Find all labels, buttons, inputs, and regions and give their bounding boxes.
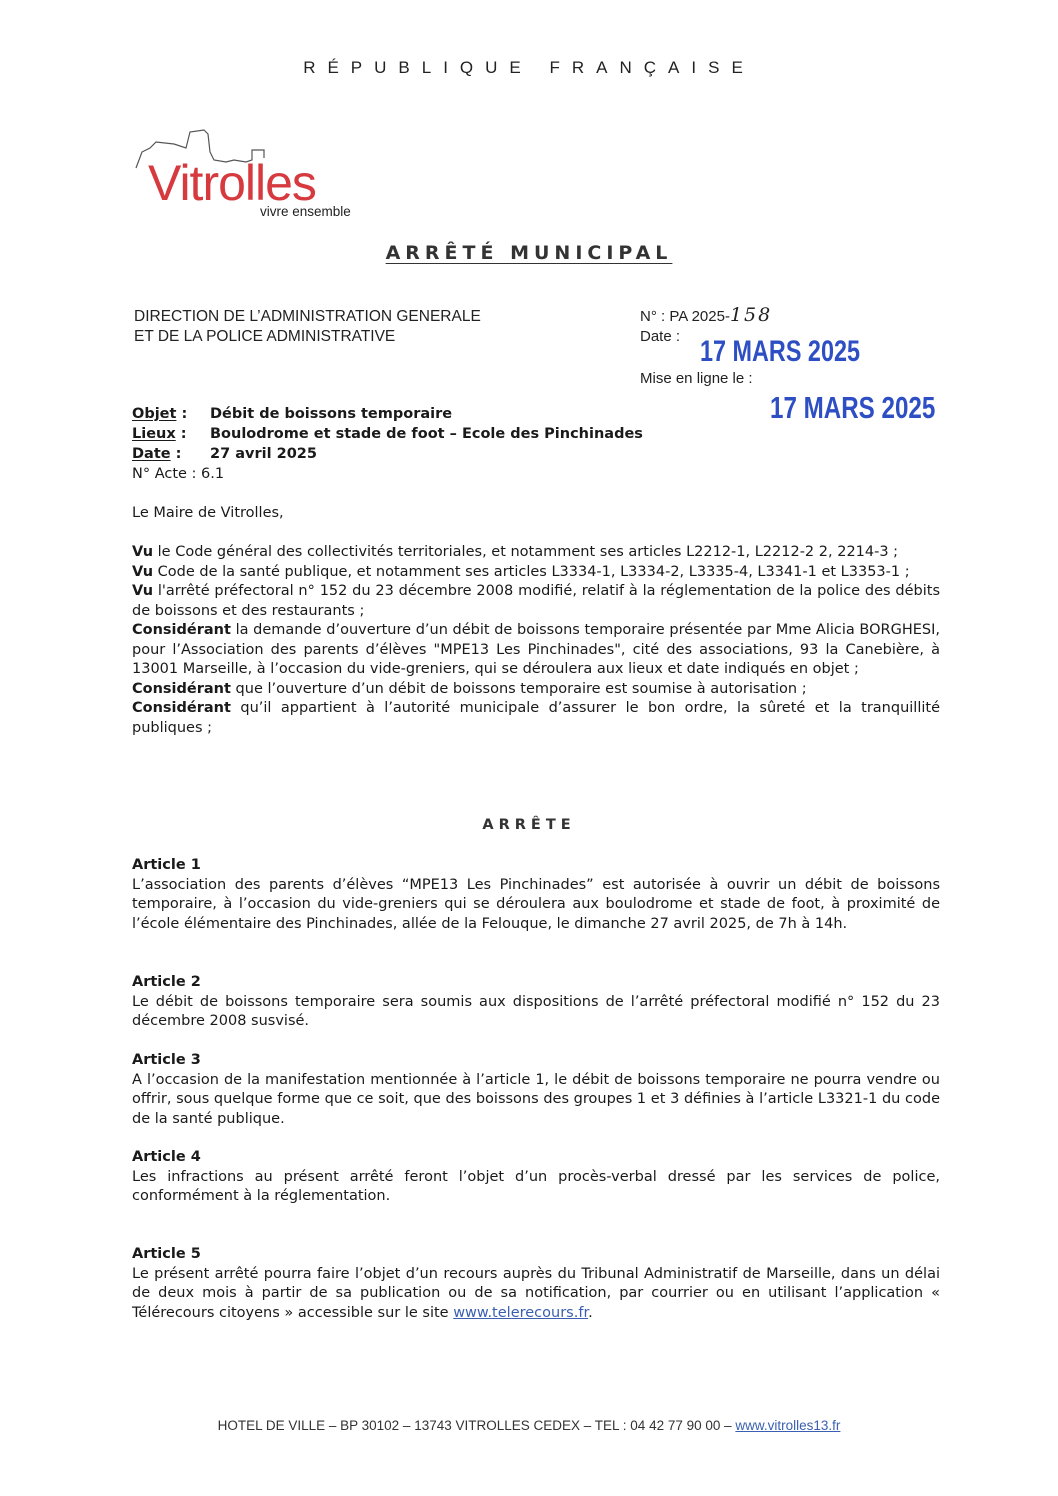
preamble-text: Code de la santé publique, et notamment ses articles L3334-1, L3334-2, L3335-4, L3341-1 et L3353-1 ; bbox=[153, 563, 910, 580]
logo-wordmark: Vitrolles bbox=[148, 155, 316, 211]
meta-block bbox=[132, 404, 643, 484]
lieux-label: Lieux bbox=[132, 426, 176, 442]
preamble-item bbox=[132, 621, 940, 680]
acte-number: N° Acte : 6.1 bbox=[132, 466, 225, 482]
article-text: Le présent arrêté pourra faire l’objet d’un recours auprès du Tribunal Administratif de Marseille, dans un délai de deux mois à partir de sa publication ou de sa notification, par courrier ou en utilisant l’application « Télérecours citoyens » accessible sur le site bbox=[132, 1265, 940, 1321]
objet-label: Objet bbox=[132, 406, 177, 422]
preamble-lead: Considérant bbox=[132, 680, 231, 697]
date-label: Date : bbox=[640, 328, 681, 345]
date-meta-label: Date bbox=[132, 446, 171, 462]
footer-address: HOTEL DE VILLE – BP 30102 – 13743 VITROLLES CEDEX – TEL : 04 42 77 90 00 – bbox=[217, 1418, 736, 1433]
article-text-end: . bbox=[588, 1304, 593, 1321]
logo-tagline: vivre ensemble bbox=[260, 204, 351, 219]
preamble-lead: Vu bbox=[132, 563, 154, 580]
article-3 bbox=[132, 1051, 940, 1129]
preamble-text: l'arrêté préfectoral n° 152 du 23 décembre 2008 modifié, relatif à la réglementation de la police des débits de boissons et des restaurants ; bbox=[132, 583, 940, 619]
preamble-list bbox=[132, 543, 940, 738]
meta-objet: Objet : Débit de boissons temporaire bbox=[132, 406, 453, 422]
article-2 bbox=[132, 973, 940, 1032]
preamble-lead: Considérant bbox=[132, 700, 231, 716]
preamble-text: que l’ouverture d’un débit de boissons temporaire est soumise à autorisation ; bbox=[230, 680, 807, 697]
date-stamp: 17 MARS 2025 bbox=[700, 335, 860, 368]
vitrolles-logo bbox=[134, 122, 394, 222]
republique-francaise-heading: RÉPUBLIQUE FRANÇAISE bbox=[303, 58, 755, 77]
online-date-stamp: 17 MARS 2025 bbox=[770, 390, 936, 425]
preamble-lead: Considérant bbox=[132, 622, 231, 638]
direction-block bbox=[134, 307, 481, 347]
article-4 bbox=[132, 1148, 940, 1207]
meta-date: Date : 27 avril 2025 bbox=[132, 446, 317, 462]
preamble-lead: Vu bbox=[132, 583, 154, 599]
article-title: Article 3 bbox=[132, 1052, 201, 1068]
telerecours-link[interactable]: www.telerecours.fr bbox=[453, 1304, 589, 1321]
objet-value: Débit de boissons temporaire bbox=[210, 406, 453, 422]
article-title: Article 4 bbox=[132, 1149, 201, 1165]
vitrolles-website-link[interactable]: www.vitrolles13.fr bbox=[735, 1418, 841, 1433]
meta-lieux: Lieux : Boulodrome et stade de foot – Ecole des Pinchinades bbox=[132, 426, 643, 442]
article-5 bbox=[132, 1245, 940, 1323]
online-date-label: Mise en ligne le : bbox=[640, 370, 753, 387]
article-1 bbox=[132, 856, 940, 934]
direction-line-1: DIRECTION DE L’ADMINISTRATION GENERALE bbox=[134, 308, 481, 325]
preamble-item bbox=[132, 563, 940, 583]
document-title bbox=[0, 242, 1058, 264]
document-title-text: ARRÊTÉ MUNICIPAL bbox=[385, 242, 673, 264]
article-text: A l’occasion de la manifestation mentionnée à l’article 1, le débit de boissons temporaire ne pourra vendre ou offrir, sous quelque forme que ce soit, que des boissons des groupes 1 et 3 définies à l’article L3321-1 du code de la santé publique. bbox=[132, 1071, 940, 1127]
preamble-lead: Vu bbox=[132, 544, 154, 560]
preamble-item bbox=[132, 582, 940, 621]
maire-opening: Le Maire de Vitrolles, bbox=[132, 505, 284, 521]
preamble-text: le Code général des collectivités territoriales, et notamment ses articles L2212-1, L2212-2 2, 2214-3 ; bbox=[153, 544, 899, 560]
article-title: Article 2 bbox=[132, 974, 201, 990]
preamble-text: qu’il appartient à l’autorité municipale d’assurer le bon ordre, la sûreté et la tranquillité publiques ; bbox=[132, 700, 940, 736]
preamble-item bbox=[132, 680, 940, 700]
article-title: Article 1 bbox=[132, 857, 201, 873]
reference-number bbox=[640, 305, 772, 327]
direction-line-2: ET DE LA POLICE ADMINISTRATIVE bbox=[134, 328, 396, 345]
preamble-item bbox=[132, 543, 940, 563]
article-text: Les infractions au présent arrêté feront l’objet d’un procès-verbal dressé par les services de police, conformément à la réglementation. bbox=[132, 1168, 940, 1204]
footer bbox=[0, 1418, 1058, 1433]
article-text: L’association des parents d’élèves “MPE13 Les Pinchinades” est autorisée à ouvrir un débit de boissons temporaire, à l’occasion du vide-greniers qui se déroulera aux boulodrome et stade de foot, à proximité de l’école élémentaire des Pinchinades, allée de la Felouque, le dimanche 27 avril 2025, de 7h à 14h. bbox=[132, 876, 940, 932]
preamble-text: la demande d’ouverture d’un débit de boissons temporaire présentée par Mme Alicia BORGHESI, pour l’Association des parents d’élèves "MPE13 Les Pinchinades", cité des associations, 93 la Canebière, à 13001 Marseille, à l’occasion du vide-greniers, qui se déroulera aux lieux et date indiqués en objet ; bbox=[132, 622, 940, 677]
arrete-heading: ARRÊTE bbox=[482, 817, 576, 833]
reference-number-handwritten: 158 bbox=[729, 304, 773, 326]
reference-number-label: N° : PA 2025- bbox=[640, 308, 730, 325]
lieux-value: Boulodrome et stade de foot – Ecole des Pinchinades bbox=[210, 426, 643, 442]
preamble-item bbox=[132, 699, 940, 738]
article-title: Article 5 bbox=[132, 1246, 201, 1262]
article-text: Le débit de boissons temporaire sera soumis aux dispositions de l’arrêté préfectoral modifié n° 152 du 23 décembre 2008 susvisé. bbox=[132, 993, 940, 1029]
date-meta-value: 27 avril 2025 bbox=[210, 446, 317, 462]
